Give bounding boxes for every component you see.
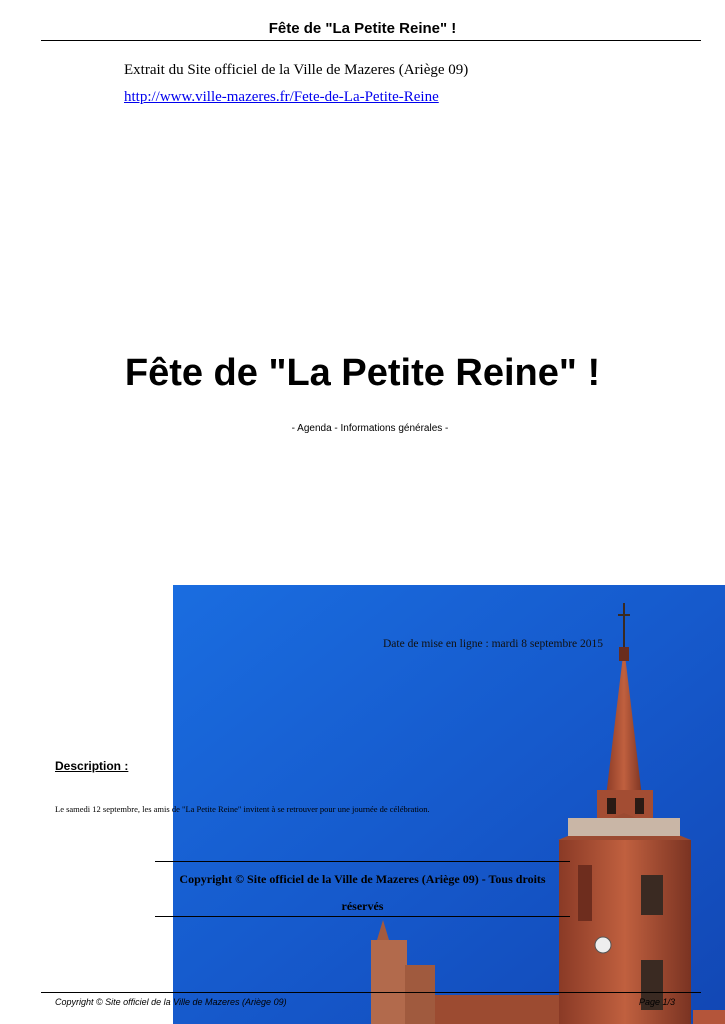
page-number: Page 1/3	[639, 997, 676, 1007]
footer-copyright: Copyright © Site officiel de la Ville de Mazeres (Ariège 09)	[55, 997, 287, 1007]
article-title: Fête de "La Petite Reine" !	[124, 352, 601, 394]
copyright-line-1: Copyright © Site officiel de la Ville de Mazeres (Ariège 09) - Tous droits	[179, 872, 546, 886]
header-divider	[41, 40, 701, 41]
copyright-divider-top	[155, 861, 570, 862]
copyright-line-2: réservés	[341, 899, 384, 913]
footer-divider	[41, 992, 701, 993]
description-text: Le samedi 12 septembre, les amis de "La Petite Reine" invitent à se retrouver pour une journée de célébration.	[55, 804, 430, 814]
online-date: Date de mise en ligne : mardi 8 septembre 2015	[383, 638, 604, 650]
running-header-title: Fête de "La Petite Reine" !	[268, 20, 457, 37]
source-extract-text: Extrait du Site officiel de la Ville de Mazeres (Ariège 09)	[124, 62, 469, 78]
description-heading: Description :	[55, 759, 129, 773]
source-url-link[interactable]: http://www.ville-mazeres.fr/Fete-de-La-Petite-Reine	[124, 89, 439, 105]
copyright-divider-bottom	[155, 916, 570, 917]
copyright-notice	[170, 866, 555, 920]
article-categories: - Agenda - Informations générales -	[291, 423, 449, 434]
